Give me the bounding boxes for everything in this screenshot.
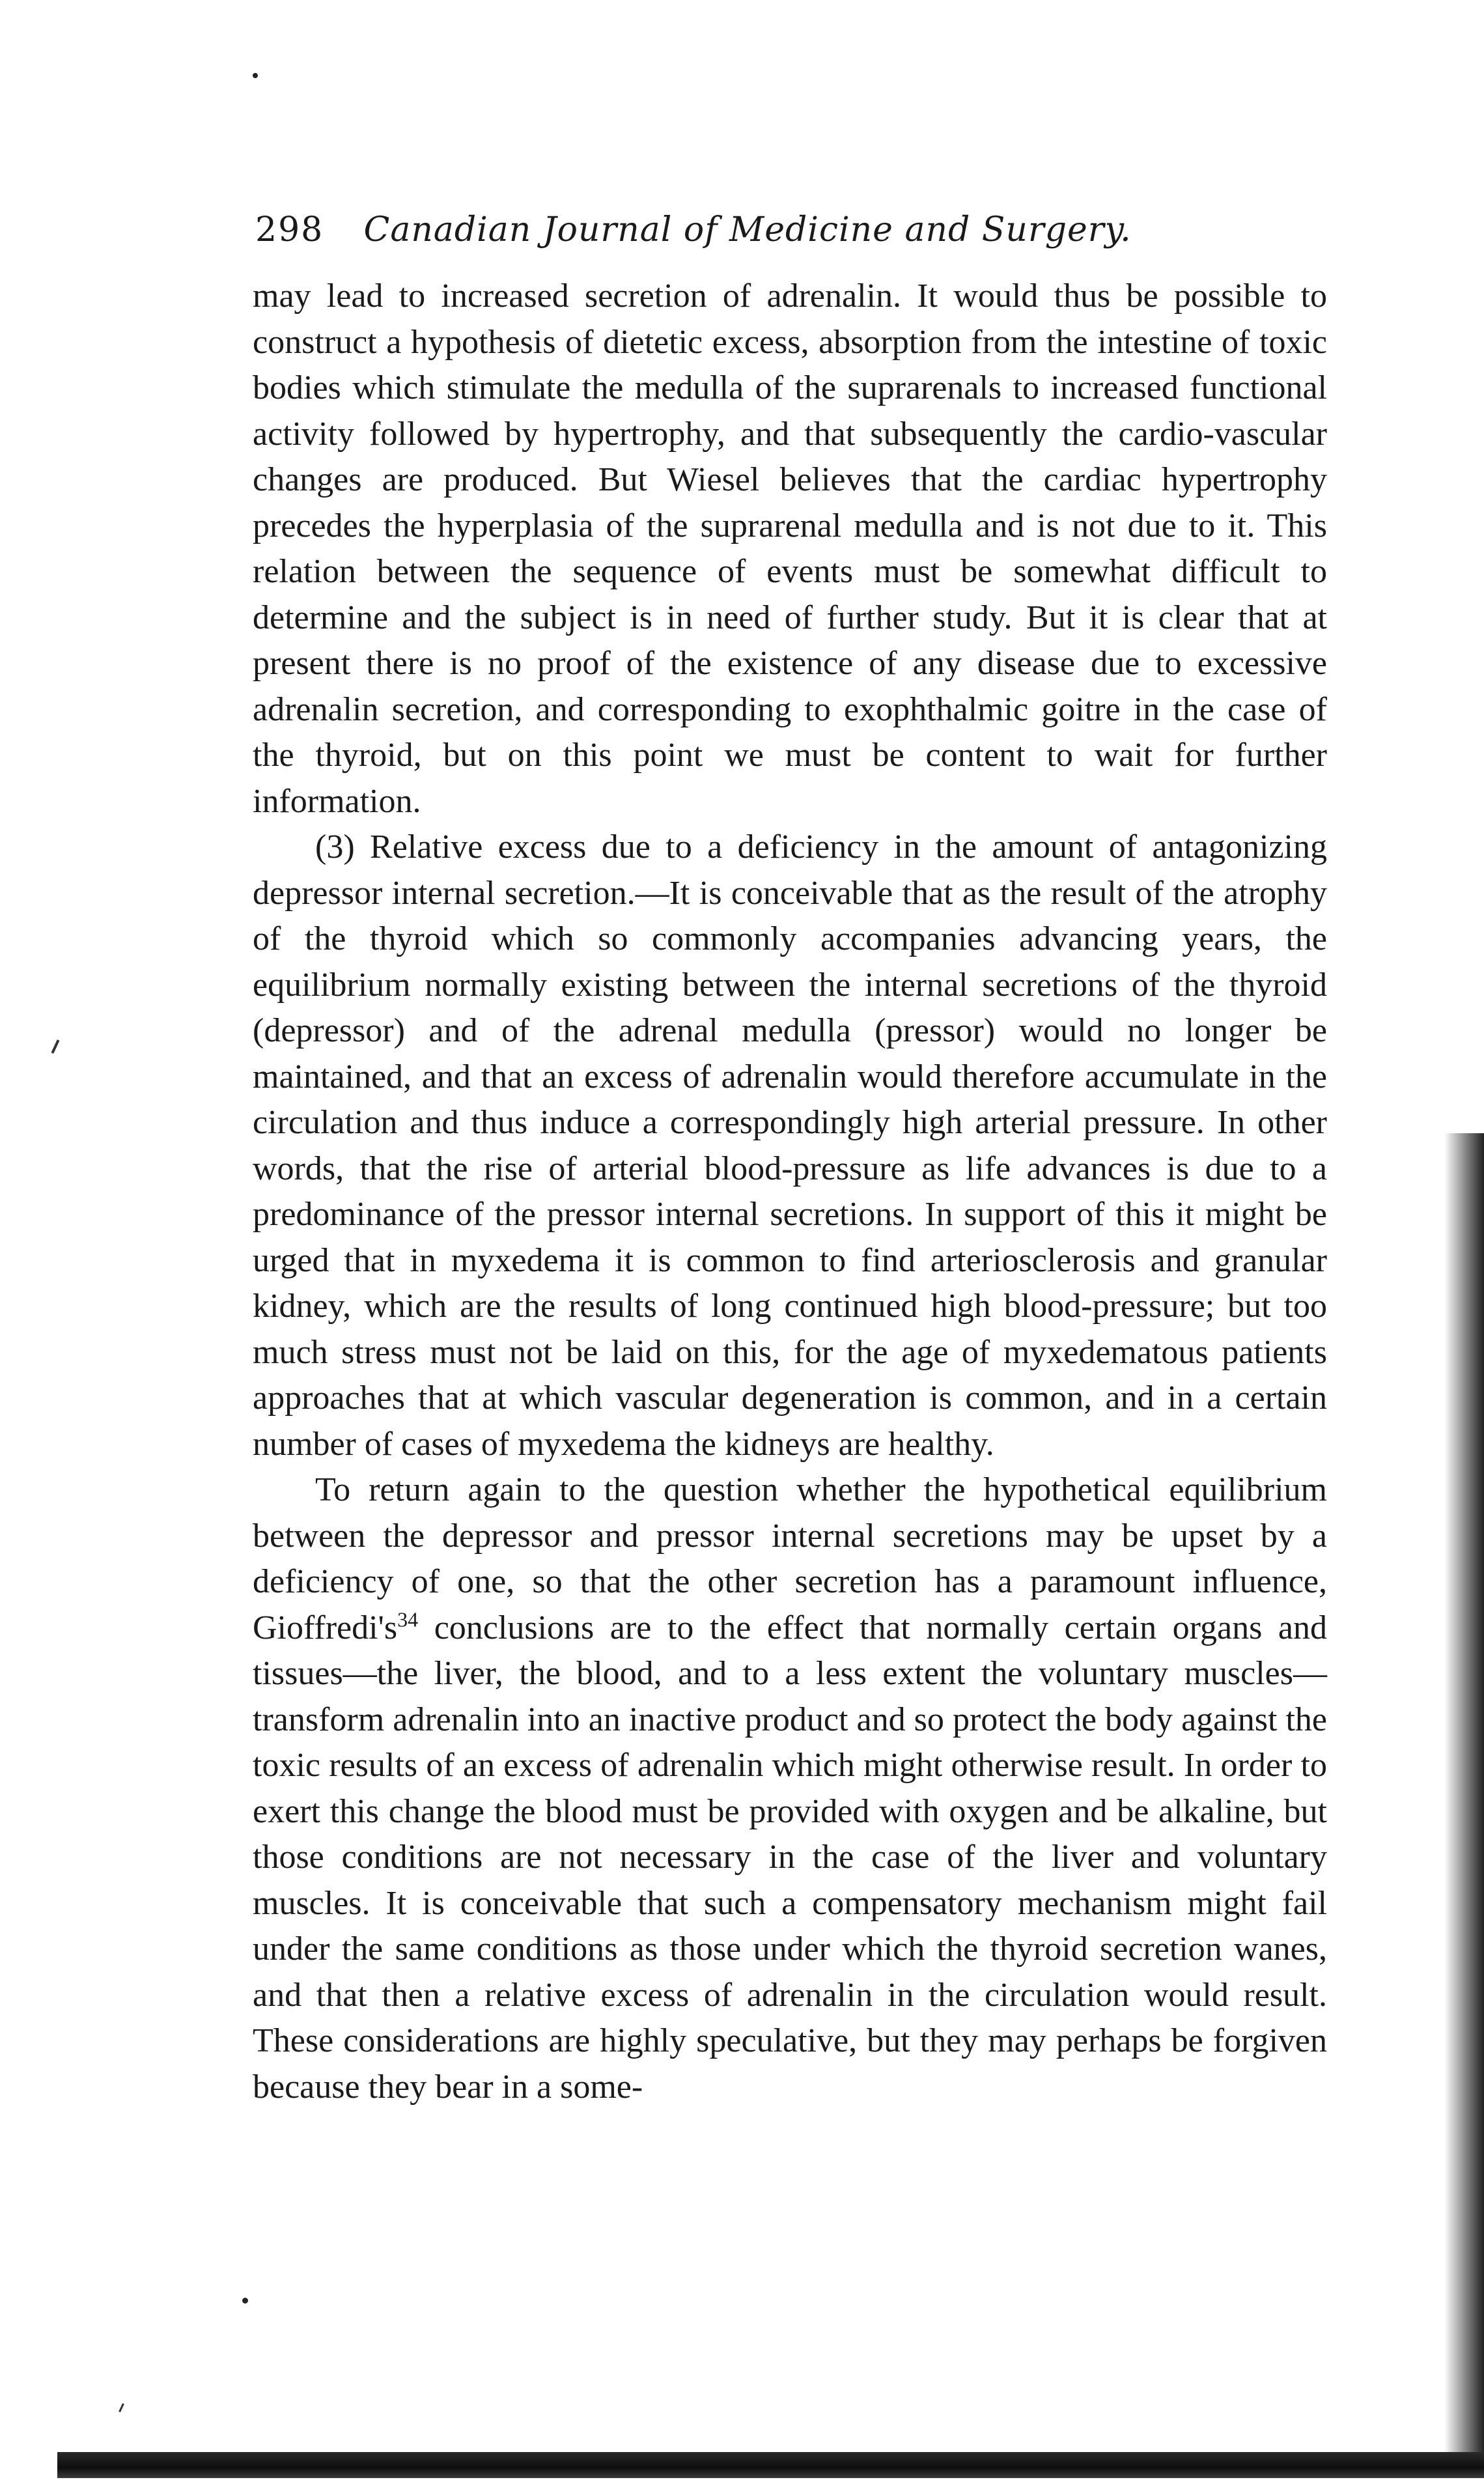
running-header xyxy=(255,207,1206,253)
paragraph-relative-excess: (3) Relative excess due to a deficiency in the amount of antagonizing depressor internal secretion.—It is conceivable that as the result of the atrophy of the thyroid which so commonly accompanies advancing years, the equilibrium normally existing between the internal secretions of the thyroid (depressor) and of the adrenal medulla (pressor) would no longer be maintained, and that an excess of adrenalin would therefore accumulate in the circulation and thus induce a correspondingly high arterial pressure. In other words, that the rise of arterial blood-pressure as life advances is due to a predominance of the pressor internal secretions. In support of this it might be urged that in myxedema it is common to find arteriosclerosis and granular kidney, which are the results of long continued high blood-pressure; but too much stress must not be laid on this, for the age of myxedematous patients approaches that at which vascular degeneration is common, and in a certain number of cases of myxedema the kidneys are healthy. xyxy=(253,828,1327,1463)
paragraph-continued: may lead to increased secretion of adrenalin. It would thus be possible to construct a hypothesis of dietetic excess, absorption from the intestine of toxic bodies which stimulate the medulla of the suprarenals to increased functional activity followed by hypertrophy, and that subsequently the cardio-vascular changes are produced. But Wiesel believes that the cardiac hypertrophy precedes the hyperplasia of the suprarenal medulla and is not due to it. This relation between the sequence of events must be somewhat difficult to determine and the subject is in need of further study. But it is clear that at present there is no proof of the existence of any disease due to excessive adrenalin secretion, and corresponding to exophthalmic goitre in the case of the thyroid, but on this point we must be content to wait for further information. xyxy=(253,277,1327,820)
scan-speck xyxy=(242,2298,248,2304)
page-bottom-edge xyxy=(57,2452,1484,2478)
page-edge-shadow xyxy=(1444,1133,1484,2455)
article-body xyxy=(253,274,1327,2110)
reference-superscript: 34 xyxy=(397,1607,419,1631)
page-number: 298 xyxy=(255,210,324,249)
paragraph-text-part: To return again to the question whether the hypothetical equilibrium between the depressor and pressor internal secretions may be upset by a deficiency of one, so that the other secretion has a paramount influence, Gioffredi's xyxy=(253,1471,1327,1646)
scan-speck xyxy=(253,73,258,78)
paragraph-text-part: conclusions are to the effect that normally certain organs and tissues—the liver, the blood, and to a less extent the voluntary muscles—transform adrenalin into an inactive product and so protect the body against the toxic results of an excess of adrenalin which might otherwise result. In order to exert this change the blood must be provided with oxygen and be alkaline, but those conditions are not necessary in the case of the liver and voluntary muscles. It is conceivable that such a compensatory mechanism might fail under the same conditions as those under which the thyroid secretion wanes, and that then a relative excess of adrenalin in the circulation would result. These considerations are highly speculative, but they may perhaps be forgiven because they bear in a some- xyxy=(253,1609,1327,2106)
scan-mark xyxy=(119,2403,124,2412)
paragraph-return-question xyxy=(253,1467,1327,2110)
scan-mark xyxy=(51,1039,60,1054)
journal-title: Canadian Journal of Medicine and Surgery. xyxy=(363,210,1132,249)
